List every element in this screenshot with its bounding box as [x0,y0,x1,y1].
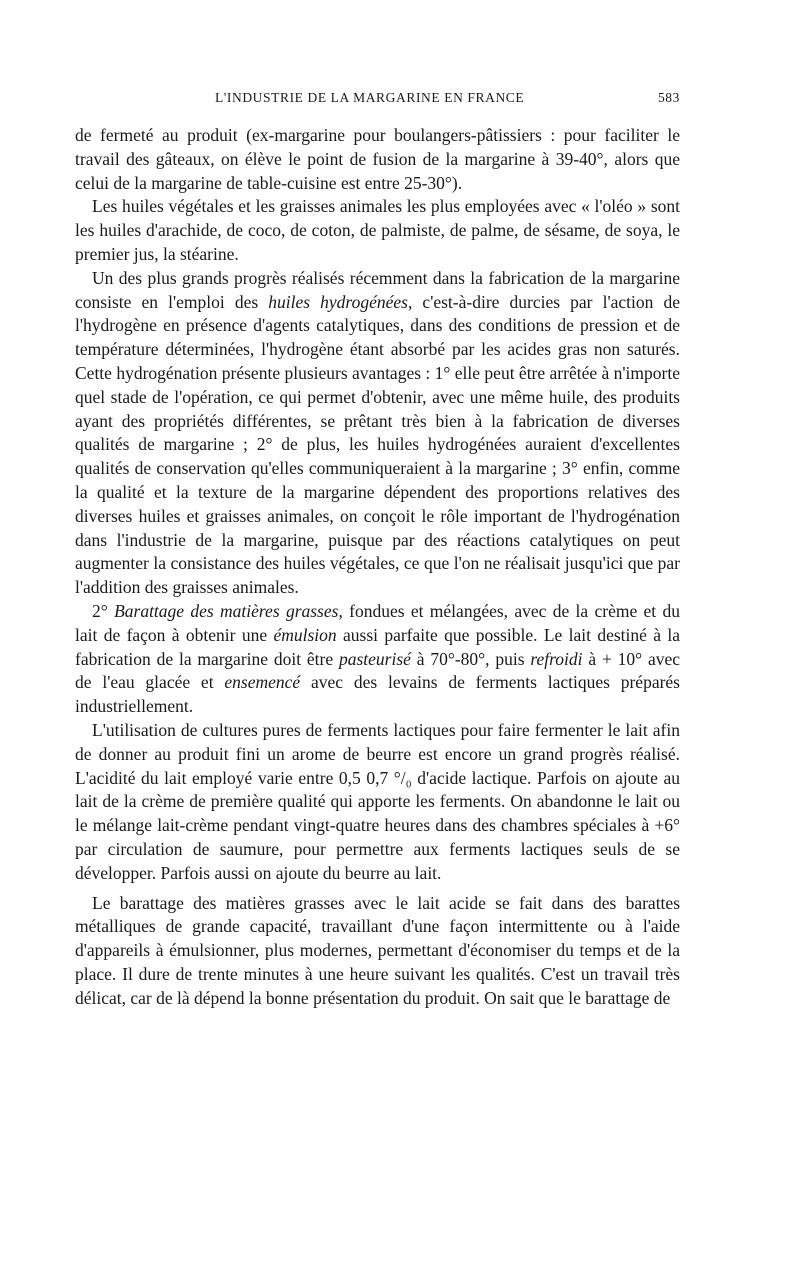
italic-term: pasteurisé [338,648,411,669]
page-number: 583 [657,90,680,105]
text-run: , c'est-à-dire durcies par l'action de l'hydrogène en présence d'agents catalytiques, dans des conditions de pression et de température déterminées, l'hydrogène étant absorbé par les acides gras non saturés. Cette hydrogénation présente plusieurs avantages : 1° elle peut être arrêtée à n'importe quel stade de l'opération, ce qui permet d'obtenir, avec une même huile, des produits ayant des propriétés différentes, se prêtant très bien à la fabrication de diverses qualités de margarine ; 2° de plus, les huiles hydrogénées auraient d'excellentes qualités de conservation qu'elles communiqueraient à la margarine ; 3° enfin, comme la qualité et la texture de la margarine dépendent des proportions relatives des diverses huiles et graisses animales, on conçoit le rôle important de l'hydrogénation dans l'industrie de la margarine, puisque par des réactions catalytiques on peut augmenter la consistance des huiles végétales, ce que l'on ne réalisait jusqu'ici que par l'addition des graisses animales. [75,291,680,598]
italic-term: émulsion [273,624,337,645]
italic-term: refroidi [530,648,583,669]
running-title: L'INDUSTRIE DE LA MARGARINE EN FRANCE [215,90,525,105]
text-run: Un des plus grands progrès réalisés récemment dans la fabrication de la margarine consiste en l'emploi des [75,267,680,312]
text-run: à 70°-80°, puis [410,648,531,669]
text-run: à + 10° avec de l'eau glacée et [75,648,681,693]
text-run: de fermeté au produit (ex-margarine pour boulangers-pâtissiers : pour faciliter le travail des gâteaux, on élève le point de fusion de la margarine à 39-40°, alors que celui de la margarine de table-cuisine est entre 25-30°). [75,125,680,193]
body-text [75,124,680,1010]
text-run: aussi parfaite que possible. Le lait destiné à la fabrication de la margarine doit être [75,624,680,669]
italic-term: ensemencé [224,672,301,693]
paragraph-2 [75,195,680,266]
paragraph-4 [75,600,680,719]
running-header [75,90,680,112]
text-run: Le barattage des matières grasses avec le lait acide se fait dans des barattes métalliques de grande capacité, travaillant d'une façon intermittente ou à l'aide d'appareils à émulsionner, plus modernes, permettant d'économiser du temps et de la place. Il dure de trente minutes à une heure suivant les qualités. C'est un travail très délicat, car de là dépend la bonne présentation du produit. On sait que le barattage de [75,892,680,1008]
text-run: Les huiles végétales et les graisses animales les plus employées avec « l'oléo » sont les huiles d'arachide, de coco, de coton, de palmiste, de palme, de sésame, de soya, le premier jus, la stéarine. [75,196,680,264]
text-run: 2° [92,600,115,621]
text-run: L'utilisation de cultures pures de ferments lactiques pour faire fermenter le lait afin de donner au produit fini un arome de beurre est encore un grand progrès réalisé. L'acidité du lait employé varie entre 0,5 0,7 °/₀ d'acide lactique. Parfois on ajoute au lait de la crème de première qualité qui apporte les ferments. On abandonne le lait ou le mélange lait-crème pendant vingt-quatre heures dans des chambres spéciales à +6° par circulation de saumure, pour permettre aux ferments lactiques seuls de se développer. Parfois aussi on ajoute du beurre au lait. [75,719,680,883]
paragraph-6 [75,892,680,1011]
text-run: , fondues et mélangées, avec de la crème et du lait de façon à obtenir une [75,600,680,645]
paragraph-3 [75,267,680,600]
text-run: avec des levains de ferments lactiques préparés industriellement. [75,672,680,717]
italic-term: Barattage des matières grasses [114,600,339,621]
paragraph-1 [75,124,680,195]
italic-term: huiles hydrogénées [268,291,408,312]
paragraph-5 [75,719,680,886]
